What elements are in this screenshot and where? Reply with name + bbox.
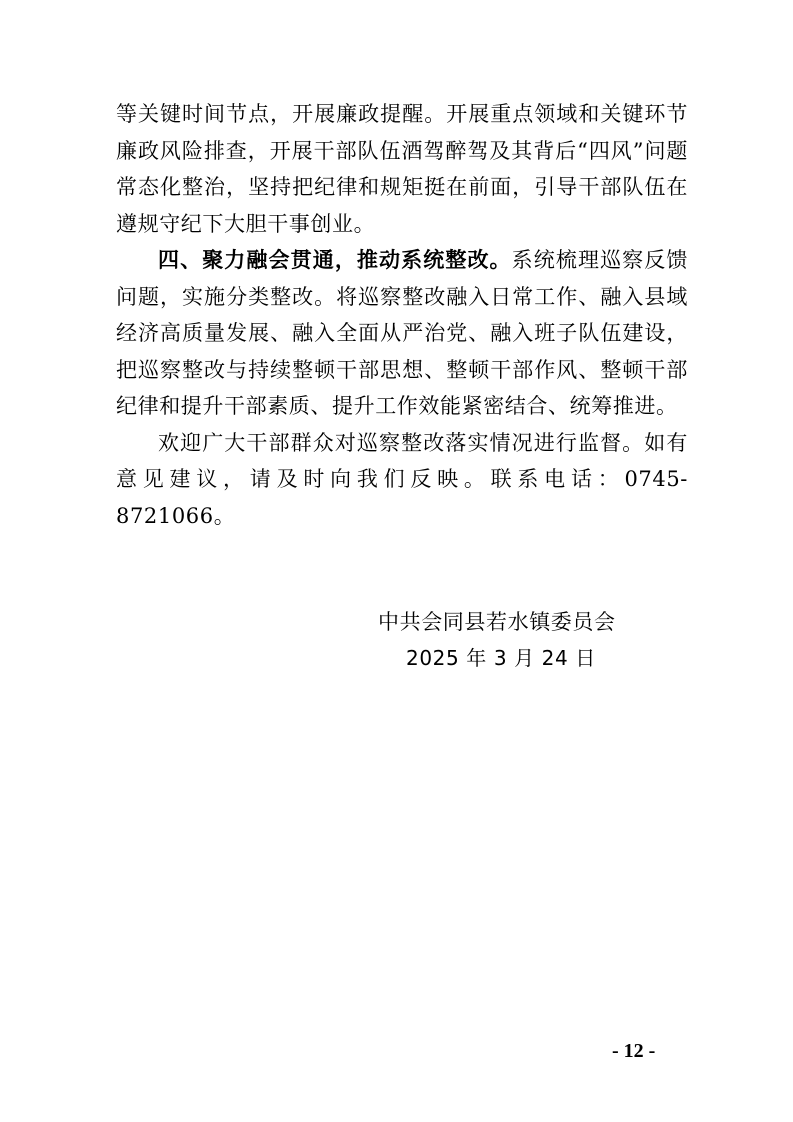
paragraph-section-four	[116, 242, 688, 425]
signature-date: 2025 年 3 月 24 日	[406, 646, 596, 670]
section-heading: 四、聚力融会贯通，推动系统整改。	[158, 247, 512, 272]
paragraph-continuation: 等关键时间节点，开展廉政提醒。开展重点领域和关键环节廉政风险排查，开展干部队伍酒驾醉驾及其背后“四风”问题常态化整治，坚持把纪律和规矩挺在前面，引导干部队伍在遵规守纪下大胆干事创业。	[116, 102, 688, 236]
paragraph-contact: 欢迎广大干部群众对巡察整改落实情况进行监督。如有意见建议，请及时向我们反映。联系电话：0745-8721066。	[116, 430, 688, 528]
section-body: 系统梳理巡察反馈问题，实施分类整改。将巡察整改融入日常工作、融入县域经济高质量发展、融入全面从严治党、融入班子队伍建设，把巡察整改与持续整顿干部思想、整顿干部作风、整顿干部纪律和提升干部素质、提升工作效能紧密结合、统筹推进。	[116, 248, 688, 418]
page-number: - 12 -	[612, 1040, 656, 1062]
document-body	[116, 96, 688, 534]
signature-block	[370, 604, 630, 676]
signature-organization: 中共会同县若水镇委员会	[378, 610, 616, 634]
